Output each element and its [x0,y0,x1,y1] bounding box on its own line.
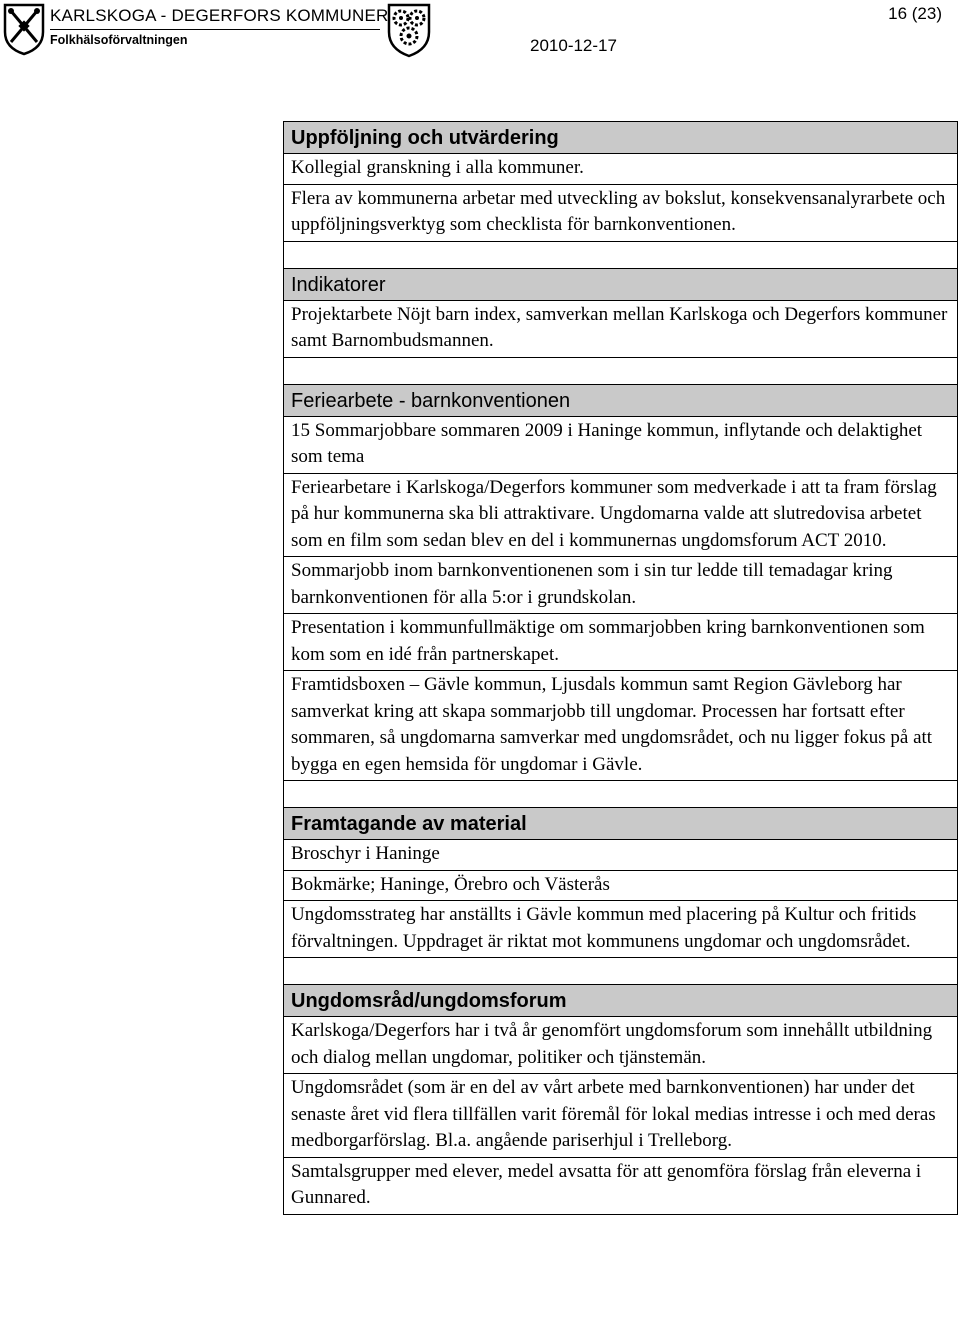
table-row: Feriearbetare i Karlskoga/Degerfors kommuner som medverkade i att ta fram förslag på hur kommunerna ska bli attraktivare. Ungdomarna valde att slutredovisa arbetet som en film som sedan blev en del i kommunernas ungdomsforum ACT 2010. [283,474,958,558]
department-name: Folkhälsoförvaltningen [50,33,188,47]
section-heading: Feriearbete - barnkonventionen [283,385,958,417]
content-table [283,121,958,1215]
section-heading: Framtagande av material [283,808,958,840]
page-number: 16 (23) [888,4,942,23]
spacer-row [283,358,958,385]
table-row: Ungdomsstrateg har anställts i Gävle kommun med placering på Kultur och fritids förvaltningen. Uppdraget är riktat mot kommunens ungdomar och ungdomsrådet. [283,901,958,958]
section-heading: Uppföljning och utvärdering [283,121,958,154]
table-row: Ungdomsrådet (som är en del av vårt arbete med barnkonventionen) har under det senaste året vid flera tillfällen varit föremål för lokal medias intresse i och med deras medborgarförslag. Bl.a. angående pariserhjul i Trelleborg. [283,1074,958,1158]
page-header [0,0,960,62]
table-row: Projektarbete Nöjt barn index, samverkan mellan Karlskoga och Degerfors kommuner samt Barnombudsmannen. [283,301,958,358]
table-row: Sommarjobb inom barnkonventionenen som i sin tur ledde till temadagar kring barnkonventionen för alla 5:or i grundskolan. [283,557,958,614]
table-row: Flera av kommunerna arbetar med utveckling av bokslut, konsekvensanalyrarbete och uppföljningsverktyg som checklista för barnkonventionen. [283,185,958,242]
spacer-row [283,242,958,269]
spacer-row [283,958,958,985]
municipality-crest-icon [2,2,46,56]
document-date: 2010-12-17 [530,36,617,55]
section-heading: Indikatorer [283,269,958,301]
organization-name: KARLSKOGA - DEGERFORS KOMMUNER [50,6,389,25]
gear-crest-icon [385,2,433,58]
spacer-row [283,781,958,808]
header-rule [50,29,380,30]
table-row: Samtalsgrupper med elever, medel avsatta för att genomföra förslag från eleverna i Gunnared. [283,1158,958,1215]
table-row: Karlskoga/Degerfors har i två år genomfört ungdomsforum som innehållt utbildning och dialog mellan ungdomar, politiker och tjänstemän. [283,1017,958,1074]
table-row: Framtidsboxen – Gävle kommun, Ljusdals kommun samt Region Gävleborg har samverkat kring att skapa sommarjobb till ungdomar. Processen har fortsatt efter sommaren, så ungdomarna samverkar med ungdomsrådet, och nu ligger fokus på att bygga en egen hemsida för ungdomar i Gävle. [283,671,958,781]
section-heading: Ungdomsråd/ungdomsforum [283,985,958,1017]
table-row: Broschyr i Haninge [283,840,958,871]
table-row: 15 Sommarjobbare sommaren 2009 i Haninge kommun, inflytande och delaktighet som tema [283,417,958,474]
table-row: Presentation i kommunfullmäktige om sommarjobben kring barnkonventionen som kom som en idé från partnerskapet. [283,614,958,671]
table-row: Bokmärke; Haninge, Örebro och Västerås [283,871,958,902]
table-row: Kollegial granskning i alla kommuner. [283,154,958,185]
